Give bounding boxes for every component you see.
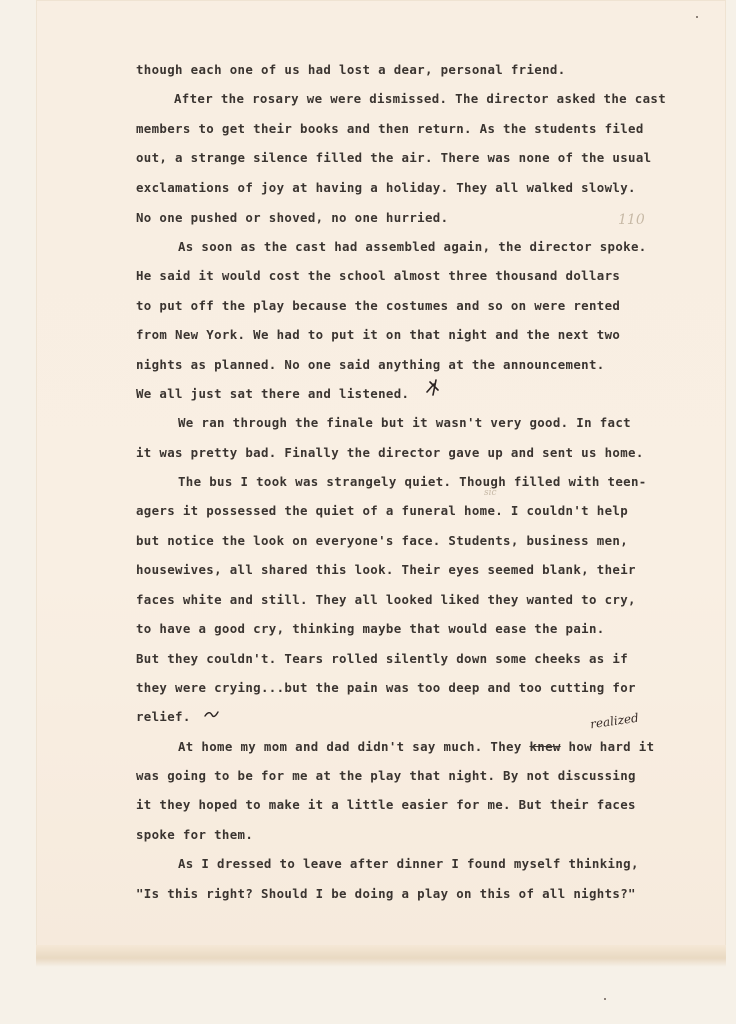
text-line: We ran through the finale but it wasn't very good. In fact xyxy=(178,415,631,430)
text-line: As soon as the cast had assembled again, the director spoke. xyxy=(178,239,647,254)
text-line: members to get their books and then return. As the students filed xyxy=(136,121,644,136)
text-line: After the rosary we were dismissed. The director asked the cast xyxy=(174,91,667,106)
text-line: We all just sat there and listened. xyxy=(136,386,410,401)
speck xyxy=(696,16,698,18)
text-line: "Is this right? Should I be doing a play on this of all nights?" xyxy=(136,886,636,901)
text-line: relief. xyxy=(136,709,191,724)
text-line: from New York. We had to put it on that night and the next two xyxy=(136,327,621,342)
speck xyxy=(604,998,606,1000)
text-line: The bus I took was strangely quiet. Though filled with teen- xyxy=(178,474,647,489)
margin-caret-mark-icon xyxy=(424,378,444,398)
text-line: was going to be for me at the play that night. By not discussing xyxy=(136,768,636,783)
text-line: But they couldn't. Tears rolled silently down some cheeks as if xyxy=(136,651,629,666)
text-line: it they hoped to make it a little easier for me. But their faces xyxy=(136,797,636,812)
paragraph-end-mark-icon xyxy=(203,708,221,722)
text-line-corrected xyxy=(178,739,654,755)
text-line: faces white and still. They all looked liked they wanted to cry, xyxy=(136,592,636,607)
text-line: He said it would cost the school almost three thousand dollars xyxy=(136,268,621,283)
text-line: it was pretty bad. Finally the director gave up and sent us home. xyxy=(136,445,644,460)
handwritten-insertion: realized xyxy=(589,710,640,732)
struck-word: knew xyxy=(529,739,561,754)
text-line: nights as planned. No one said anything at the announcement. xyxy=(136,357,605,372)
line-start: At home my mom and dad didn't say much. They xyxy=(178,739,522,754)
text-line: but notice the look on everyone's face. Students, business men, xyxy=(136,533,629,548)
text-line: spoke for them. xyxy=(136,827,254,842)
text-line: to put off the play because the costumes and so on were rented xyxy=(136,298,621,313)
faint-page-number: 110 xyxy=(618,212,645,228)
line-end: how hard it xyxy=(568,739,655,754)
text-line: though each one of us had lost a dear, personal friend. xyxy=(136,62,566,77)
text-line: they were crying...but the pain was too deep and too cutting for xyxy=(136,680,636,695)
faint-sic-mark: sic xyxy=(484,488,497,498)
text-line: As I dressed to leave after dinner I found myself thinking, xyxy=(178,856,639,871)
text-line: agers it possessed the quiet of a funeral home. I couldn't help xyxy=(136,503,629,518)
text-line: No one pushed or shoved, no one hurried. xyxy=(136,210,449,225)
text-line: out, a strange silence filled the air. There was none of the usual xyxy=(136,150,652,165)
text-line: to have a good cry, thinking maybe that would ease the pain. xyxy=(136,621,605,636)
text-line: housewives, all shared this look. Their eyes seemed blank, their xyxy=(136,562,636,577)
text-line: exclamations of joy at having a holiday. They all walked slowly. xyxy=(136,180,636,195)
